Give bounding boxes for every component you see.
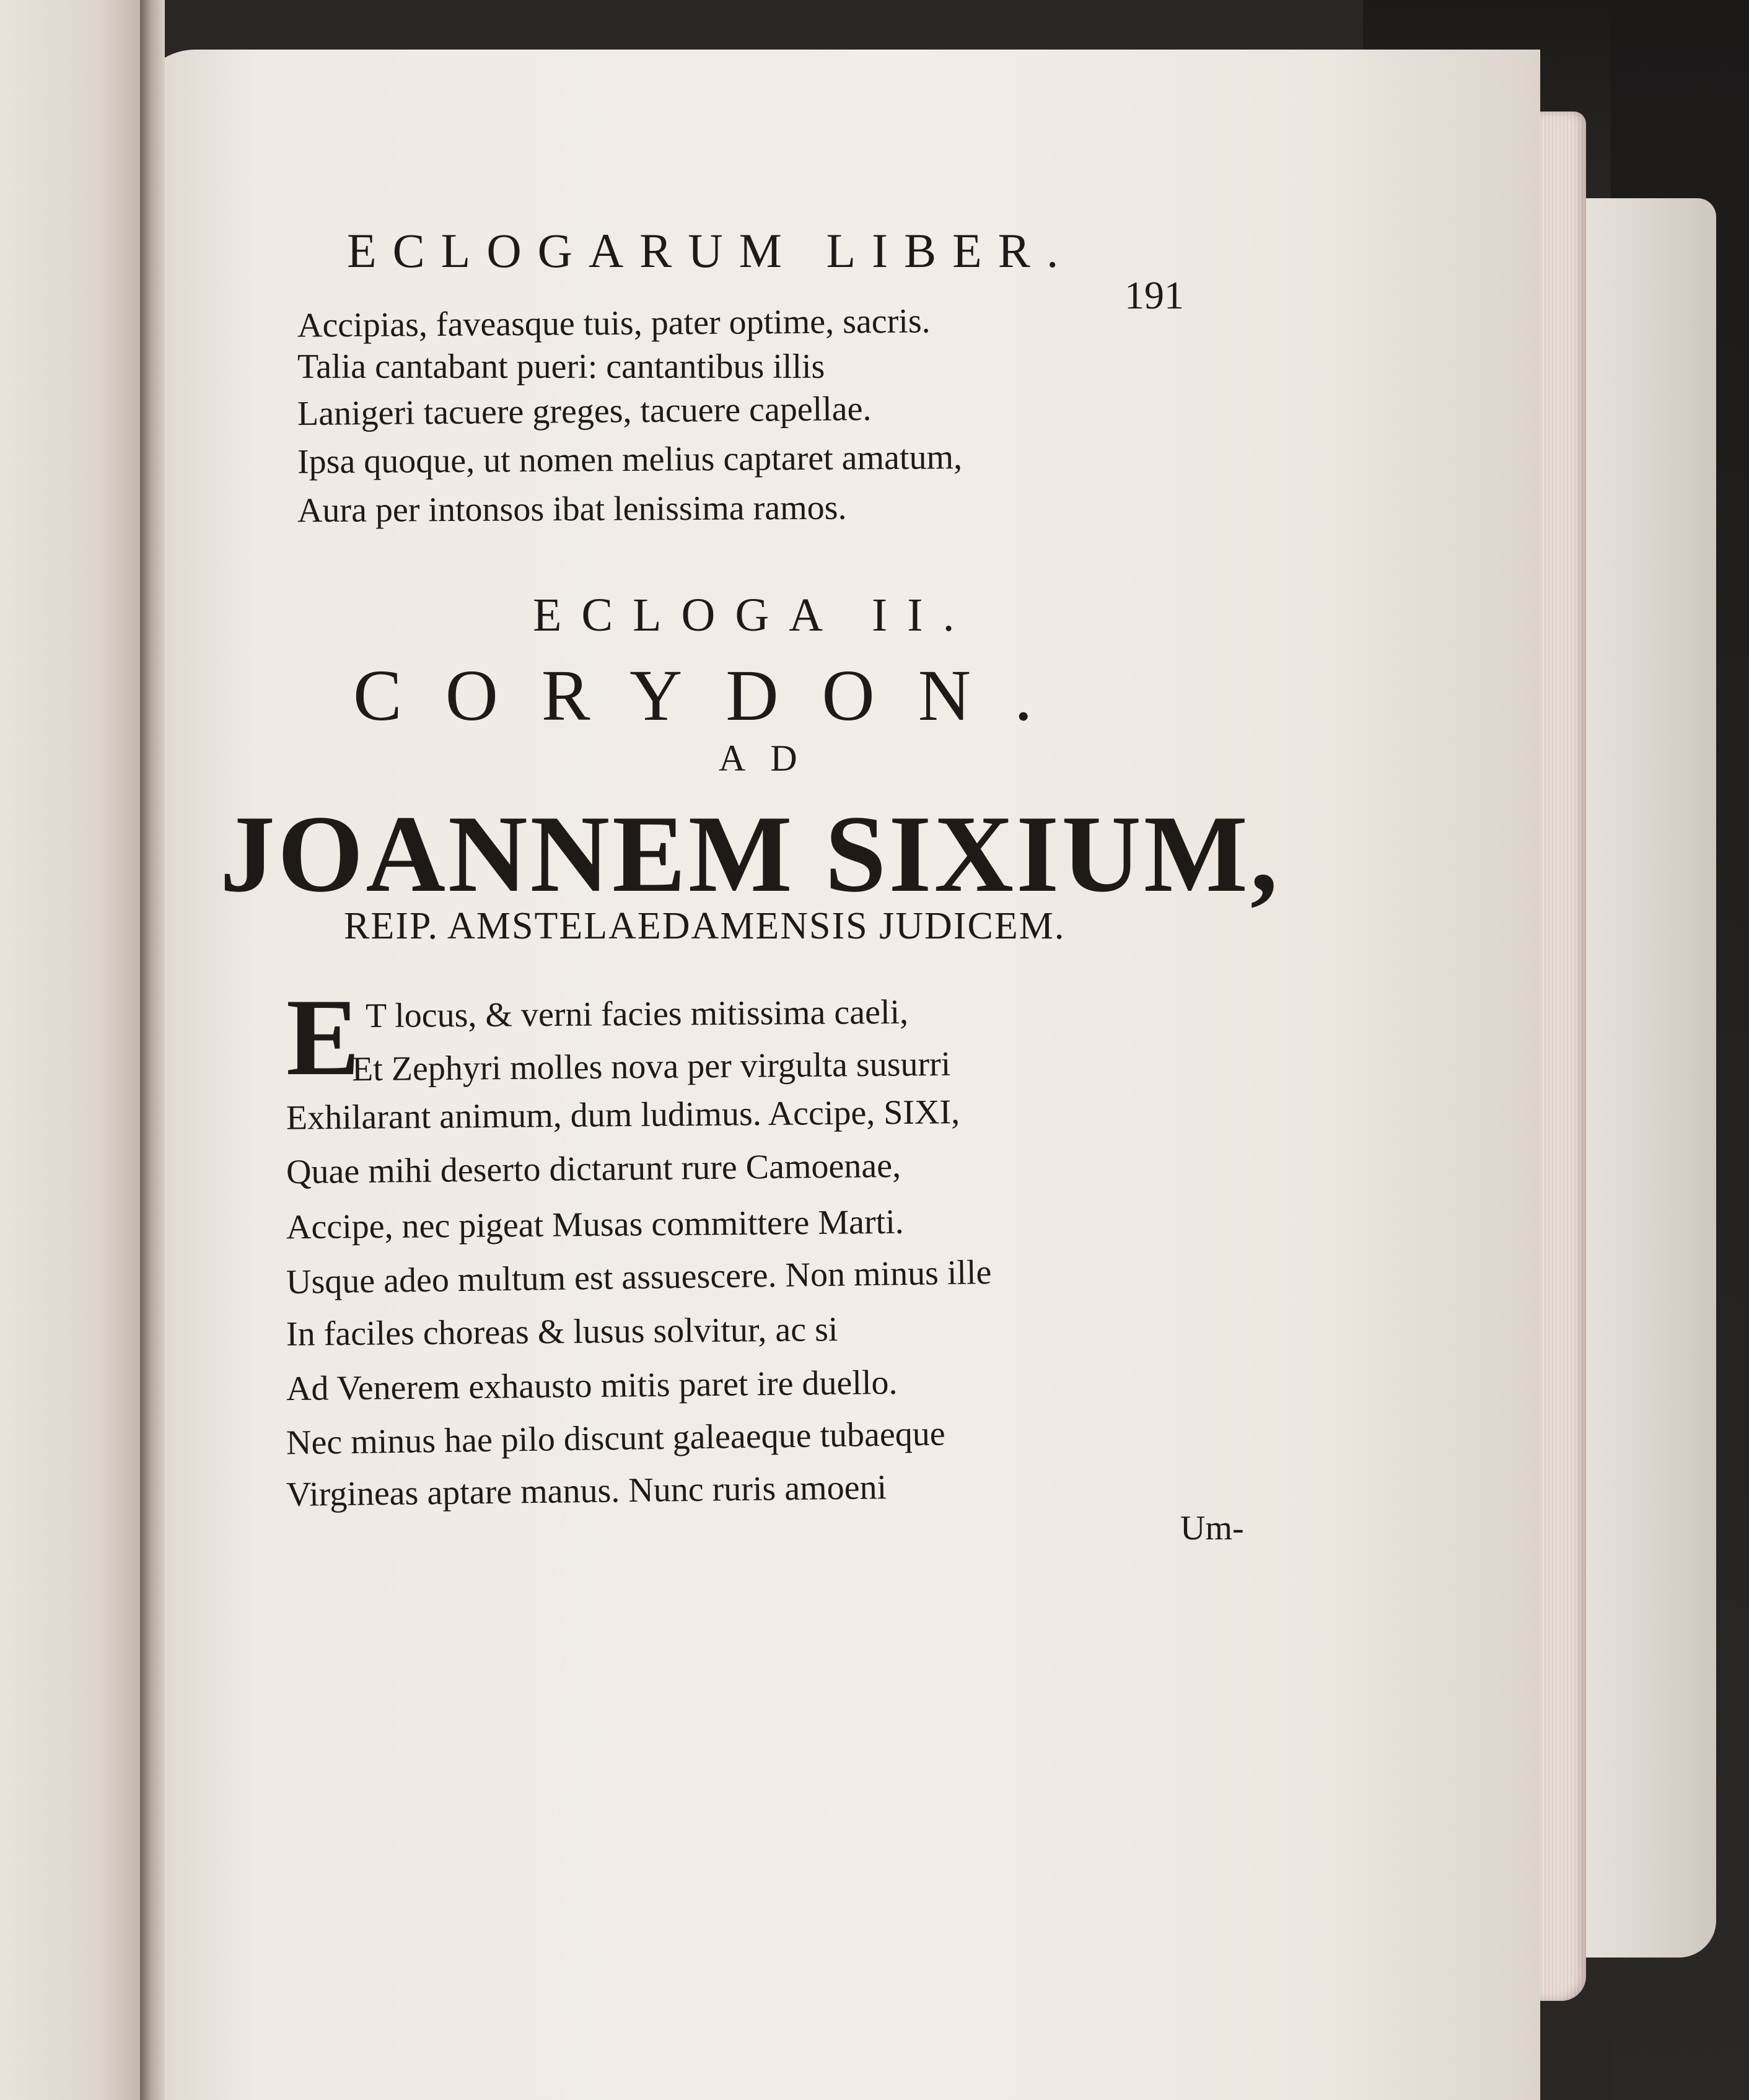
drop-cap: E bbox=[286, 976, 360, 1098]
poem-line: Virgineas aptare manus. Nunc ruris amoeni bbox=[286, 1468, 887, 1514]
dedicatee-name: JOANNEM SIXIUM, bbox=[220, 792, 1281, 915]
book-cover-edge bbox=[1574, 198, 1716, 1958]
closing-verse-line: Ipsa quoque, ut nomen melius captaret amatum, bbox=[297, 438, 963, 481]
eclogue-number: ECLOGA II. bbox=[533, 589, 975, 641]
poem-line: Accipe, nec pigeat Musas committere Marti. bbox=[286, 1202, 905, 1247]
closing-verse-line: Aura per intonsos ibat lenissima ramos. bbox=[297, 488, 847, 530]
eclogue-title: CORYDON. bbox=[353, 655, 1076, 736]
catchword: Um- bbox=[1180, 1509, 1244, 1547]
poem-line: Exhilarant animum, dum ludimus. Accipe, SIXI, bbox=[286, 1093, 960, 1137]
poem-line: T locus, & verni facies mitissima caeli, bbox=[365, 992, 909, 1036]
poem-line: Ad Venerem exhausto mitis paret ire duello. bbox=[286, 1363, 898, 1409]
book-gutter bbox=[140, 0, 165, 2100]
page-number: 191 bbox=[1124, 273, 1184, 317]
poem-line: Usque adeo multum est assuescere. Non minus ille bbox=[286, 1253, 992, 1302]
poem-line: Et Zephyri molles nova per virgulta susurri bbox=[351, 1044, 951, 1089]
closing-verse-line: Lanigeri tacuere greges, tacuere capellae. bbox=[297, 389, 872, 434]
dedication-ad: AD bbox=[719, 738, 822, 779]
poem-line: Nec minus hae pilo discunt galeaeque tubaeque bbox=[286, 1414, 946, 1463]
left-page-edge bbox=[0, 0, 146, 2100]
poem-line: Quae mihi deserto dictarunt rure Camoenae, bbox=[286, 1146, 901, 1192]
running-head: ECLOGARUM LIBER. bbox=[347, 224, 1075, 278]
dedicatee-office: REIP. AMSTELAEDAMENSIS JUDICEM. bbox=[344, 905, 1066, 947]
closing-verse-line: Accipias, faveasque tuis, pater optime, sacris. bbox=[297, 302, 931, 345]
closing-verse-line: Talia cantabant pueri: cantantibus illis bbox=[297, 348, 825, 386]
poem-line: In faciles choreas & lusus solvitur, ac si bbox=[286, 1310, 838, 1354]
